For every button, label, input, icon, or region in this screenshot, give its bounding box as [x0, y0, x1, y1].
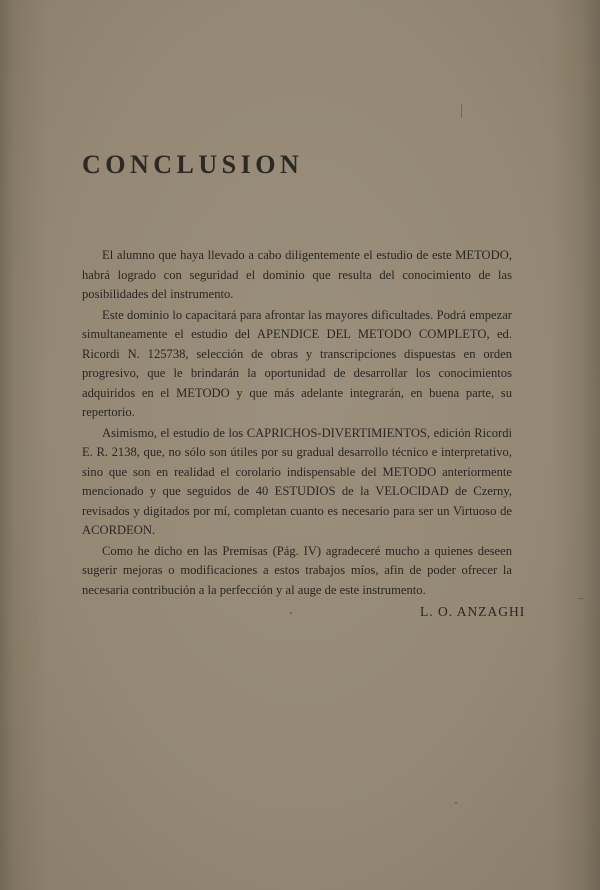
paper-speck: [455, 802, 457, 804]
page-edge-shadow-left: [0, 0, 14, 890]
page-edge-shadow-right: [582, 0, 600, 890]
author-signature: L. O. ANZAGHI: [420, 604, 526, 619]
paper-stain: [10, 600, 40, 690]
paragraph-2: Este dominio lo capacitará para afrontar las mayores dificultades. Podrá empezar simultaneamente el estudio del APENDICE DEL METODO COMPLETO, ed. Ricordi N. 125738, selección de obras y transcripciones dispuestas en orden progresivo, que le brindarán la oportunidad de desarrollar los conocimientos adquiridos en el METODO y que más adelante integrarán, en buena parte, su repertorio.: [82, 307, 512, 419]
page-title: CONCLUSION: [82, 150, 304, 179]
body-text: [82, 246, 512, 601]
paper-speck: [578, 598, 584, 599]
paragraph-4: Como he dicho en las Premisas (Pág. IV) agradeceré mucho a quienes deseen sugerir mejoras o modificaciones a estos trabajos míos, afin de poder ofrecer la necesaria contribución a la perfección y al auge de este instrumento.: [82, 543, 512, 597]
paragraph-1: El alumno que haya llevado a cabo diligentemente el estudio de este METODO, habrá logrado con seguridad el dominio que resulta del conocimiento de las posibilidades del instrumento.: [82, 248, 512, 301]
paragraph-3: Asimismo, el estudio de los CAPRICHOS-DIVERTIMIENTOS, edición Ricordi E. R. 2138, que, no sólo son útiles por su gradual desarrollo técnico e interpretativo, sino que son en realidad el corolario indispensable del METODO anteriormente mencionado y que seguidos de 40 ESTUDIOS de la VELOCIDAD de Czerny, revisados y digitados por mí, completan cuanto es necesario para ser un Virtuoso de ACORDEON.: [82, 425, 512, 537]
paper-stain: [540, 40, 590, 100]
paper-speck: [461, 104, 462, 118]
paper-speck: [290, 612, 292, 614]
